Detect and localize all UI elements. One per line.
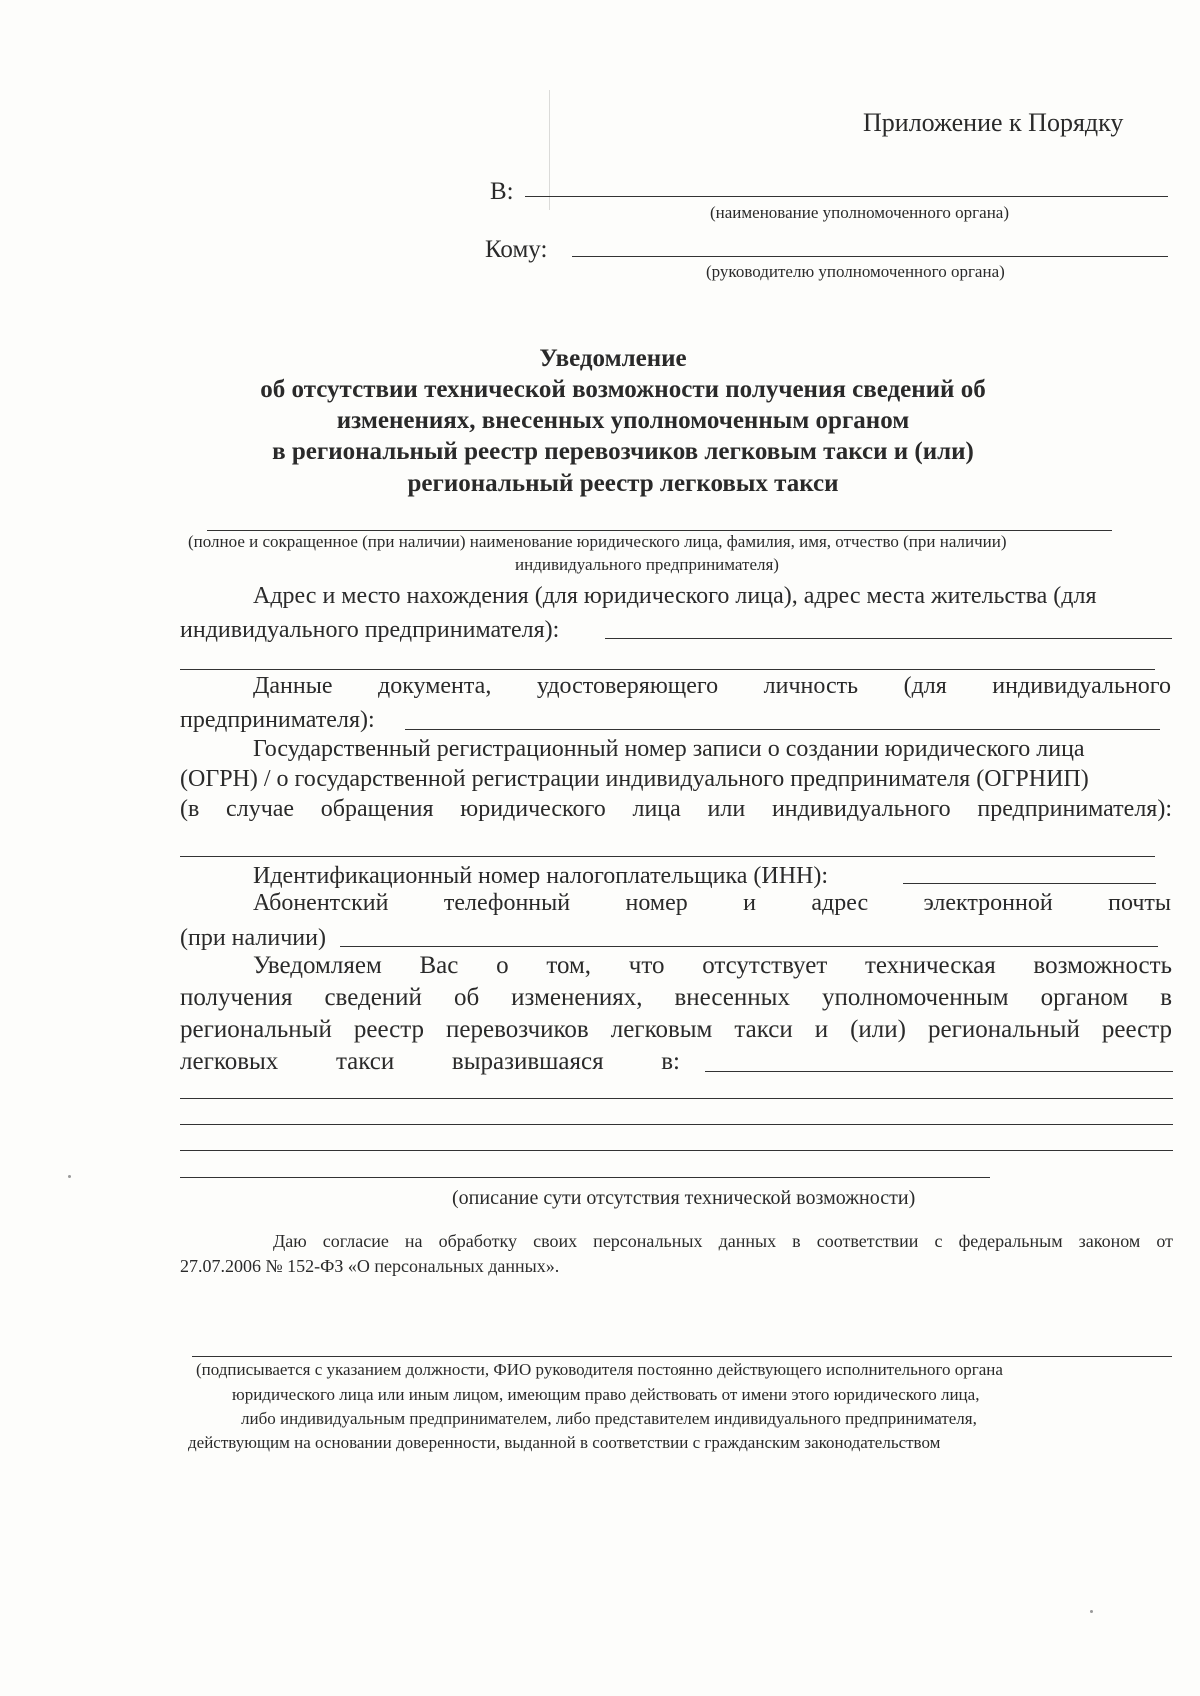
address-field-line-1[interactable]: [605, 638, 1172, 639]
consent-line-1: Даю согласие на обработку своих персональных данных в соответствии с федеральным законом от: [273, 1231, 1173, 1251]
ogrn-line-3: (в случае обращения юридического лица или индивидуального предпринимателя):: [180, 796, 1172, 822]
notice-caption: (описание сути отсутствия технической возможности): [452, 1187, 916, 1209]
applicant-caption-line-2: индивидуального предпринимателя): [515, 555, 779, 574]
signature-caption-line-4: действующим на основании доверенности, выданной в соответствии с гражданским законодательством: [188, 1433, 941, 1452]
notice-field-line-5[interactable]: [180, 1177, 990, 1178]
scan-mark: [68, 1175, 71, 1178]
signature-caption-line-1: (подписывается с указанием должности, ФИО руководителя постоянно действующего исполнительного органа: [196, 1360, 1003, 1379]
whom-field-line[interactable]: [572, 256, 1168, 257]
notice-field-line-1[interactable]: [705, 1071, 1173, 1072]
inn-label: Идентификационный номер налогоплательщика (ИНН):: [253, 863, 829, 889]
scan-mark: [549, 90, 550, 210]
signature-line[interactable]: [192, 1356, 1172, 1357]
signature-caption-line-3: либо индивидуальным предпринимателем, либо представителем индивидуального предпринимателя,: [241, 1409, 977, 1428]
appendix-label: Приложение к Порядку: [863, 108, 1124, 137]
scan-mark: [1090, 1610, 1093, 1613]
notice-field-line-2[interactable]: [180, 1098, 1173, 1099]
address-field-line-2[interactable]: [180, 669, 1155, 670]
whom-label: Кому:: [485, 236, 548, 263]
id-doc-line-1: Данные документа, удостоверяющего личность (для индивидуального: [253, 673, 1171, 699]
applicant-name-line[interactable]: [207, 530, 1112, 531]
phone-line-1: Абонентский телефонный номер и адрес электронной почты: [253, 890, 1171, 916]
notice-line-4: легковых такси выразившаяся в:: [180, 1048, 680, 1075]
title-line-3: изменениях, внесенных уполномоченным органом: [336, 407, 910, 434]
signature-caption-line-2: юридического лица или иным лицом, имеющим право действовать от имени этого юридического лица,: [232, 1385, 980, 1404]
notice-field-line-4[interactable]: [180, 1150, 1173, 1151]
address-line-1: Адрес и место нахождения (для юридического лица), адрес места жительства (для: [253, 583, 1097, 609]
title-line-4: в региональный реестр перевозчиков легковым такси и (или): [272, 438, 974, 465]
title-line-5: региональный реестр легковых такси: [407, 470, 839, 497]
title-line-1: Уведомление: [539, 345, 687, 372]
consent-line-2: 27.07.2006 № 152-ФЗ «О персональных данных».: [180, 1256, 560, 1276]
ogrn-line-2: (ОГРН) / о государственной регистрации индивидуального предпринимателя (ОГРНИП): [180, 766, 1089, 792]
phone-line-2: (при наличии): [180, 925, 326, 951]
applicant-caption-line-1: (полное и сокращенное (при наличии) наименование юридического лица, фамилия, имя, отчество (при наличии): [188, 532, 1007, 551]
ogrn-line-1: Государственный регистрационный номер записи о создании юридического лица: [253, 736, 1085, 762]
to-caption: (наименование уполномоченного органа): [710, 203, 1010, 222]
whom-caption: (руководителю уполномоченного органа): [706, 262, 1005, 281]
notice-line-2: получения сведений об изменениях, внесенных уполномоченным органом в: [180, 984, 1172, 1011]
title-line-2: об отсутствии технической возможности получения сведений об: [260, 376, 986, 403]
phone-field-line[interactable]: [340, 946, 1158, 947]
notice-line-1: Уведомляем Вас о том, что отсутствует техническая возможность: [253, 952, 1172, 979]
ogrn-field-line[interactable]: [180, 856, 1155, 857]
notice-line-3: региональный реестр перевозчиков легковым такси и (или) региональный реестр: [180, 1016, 1172, 1043]
address-line-2: индивидуального предпринимателя):: [180, 617, 560, 643]
to-field-line[interactable]: [525, 196, 1168, 197]
notice-field-line-3[interactable]: [180, 1124, 1173, 1125]
inn-field-line[interactable]: [903, 883, 1156, 884]
id-doc-field-line[interactable]: [405, 729, 1160, 730]
to-label: В:: [490, 178, 514, 205]
id-doc-line-2: предпринимателя):: [180, 707, 375, 733]
